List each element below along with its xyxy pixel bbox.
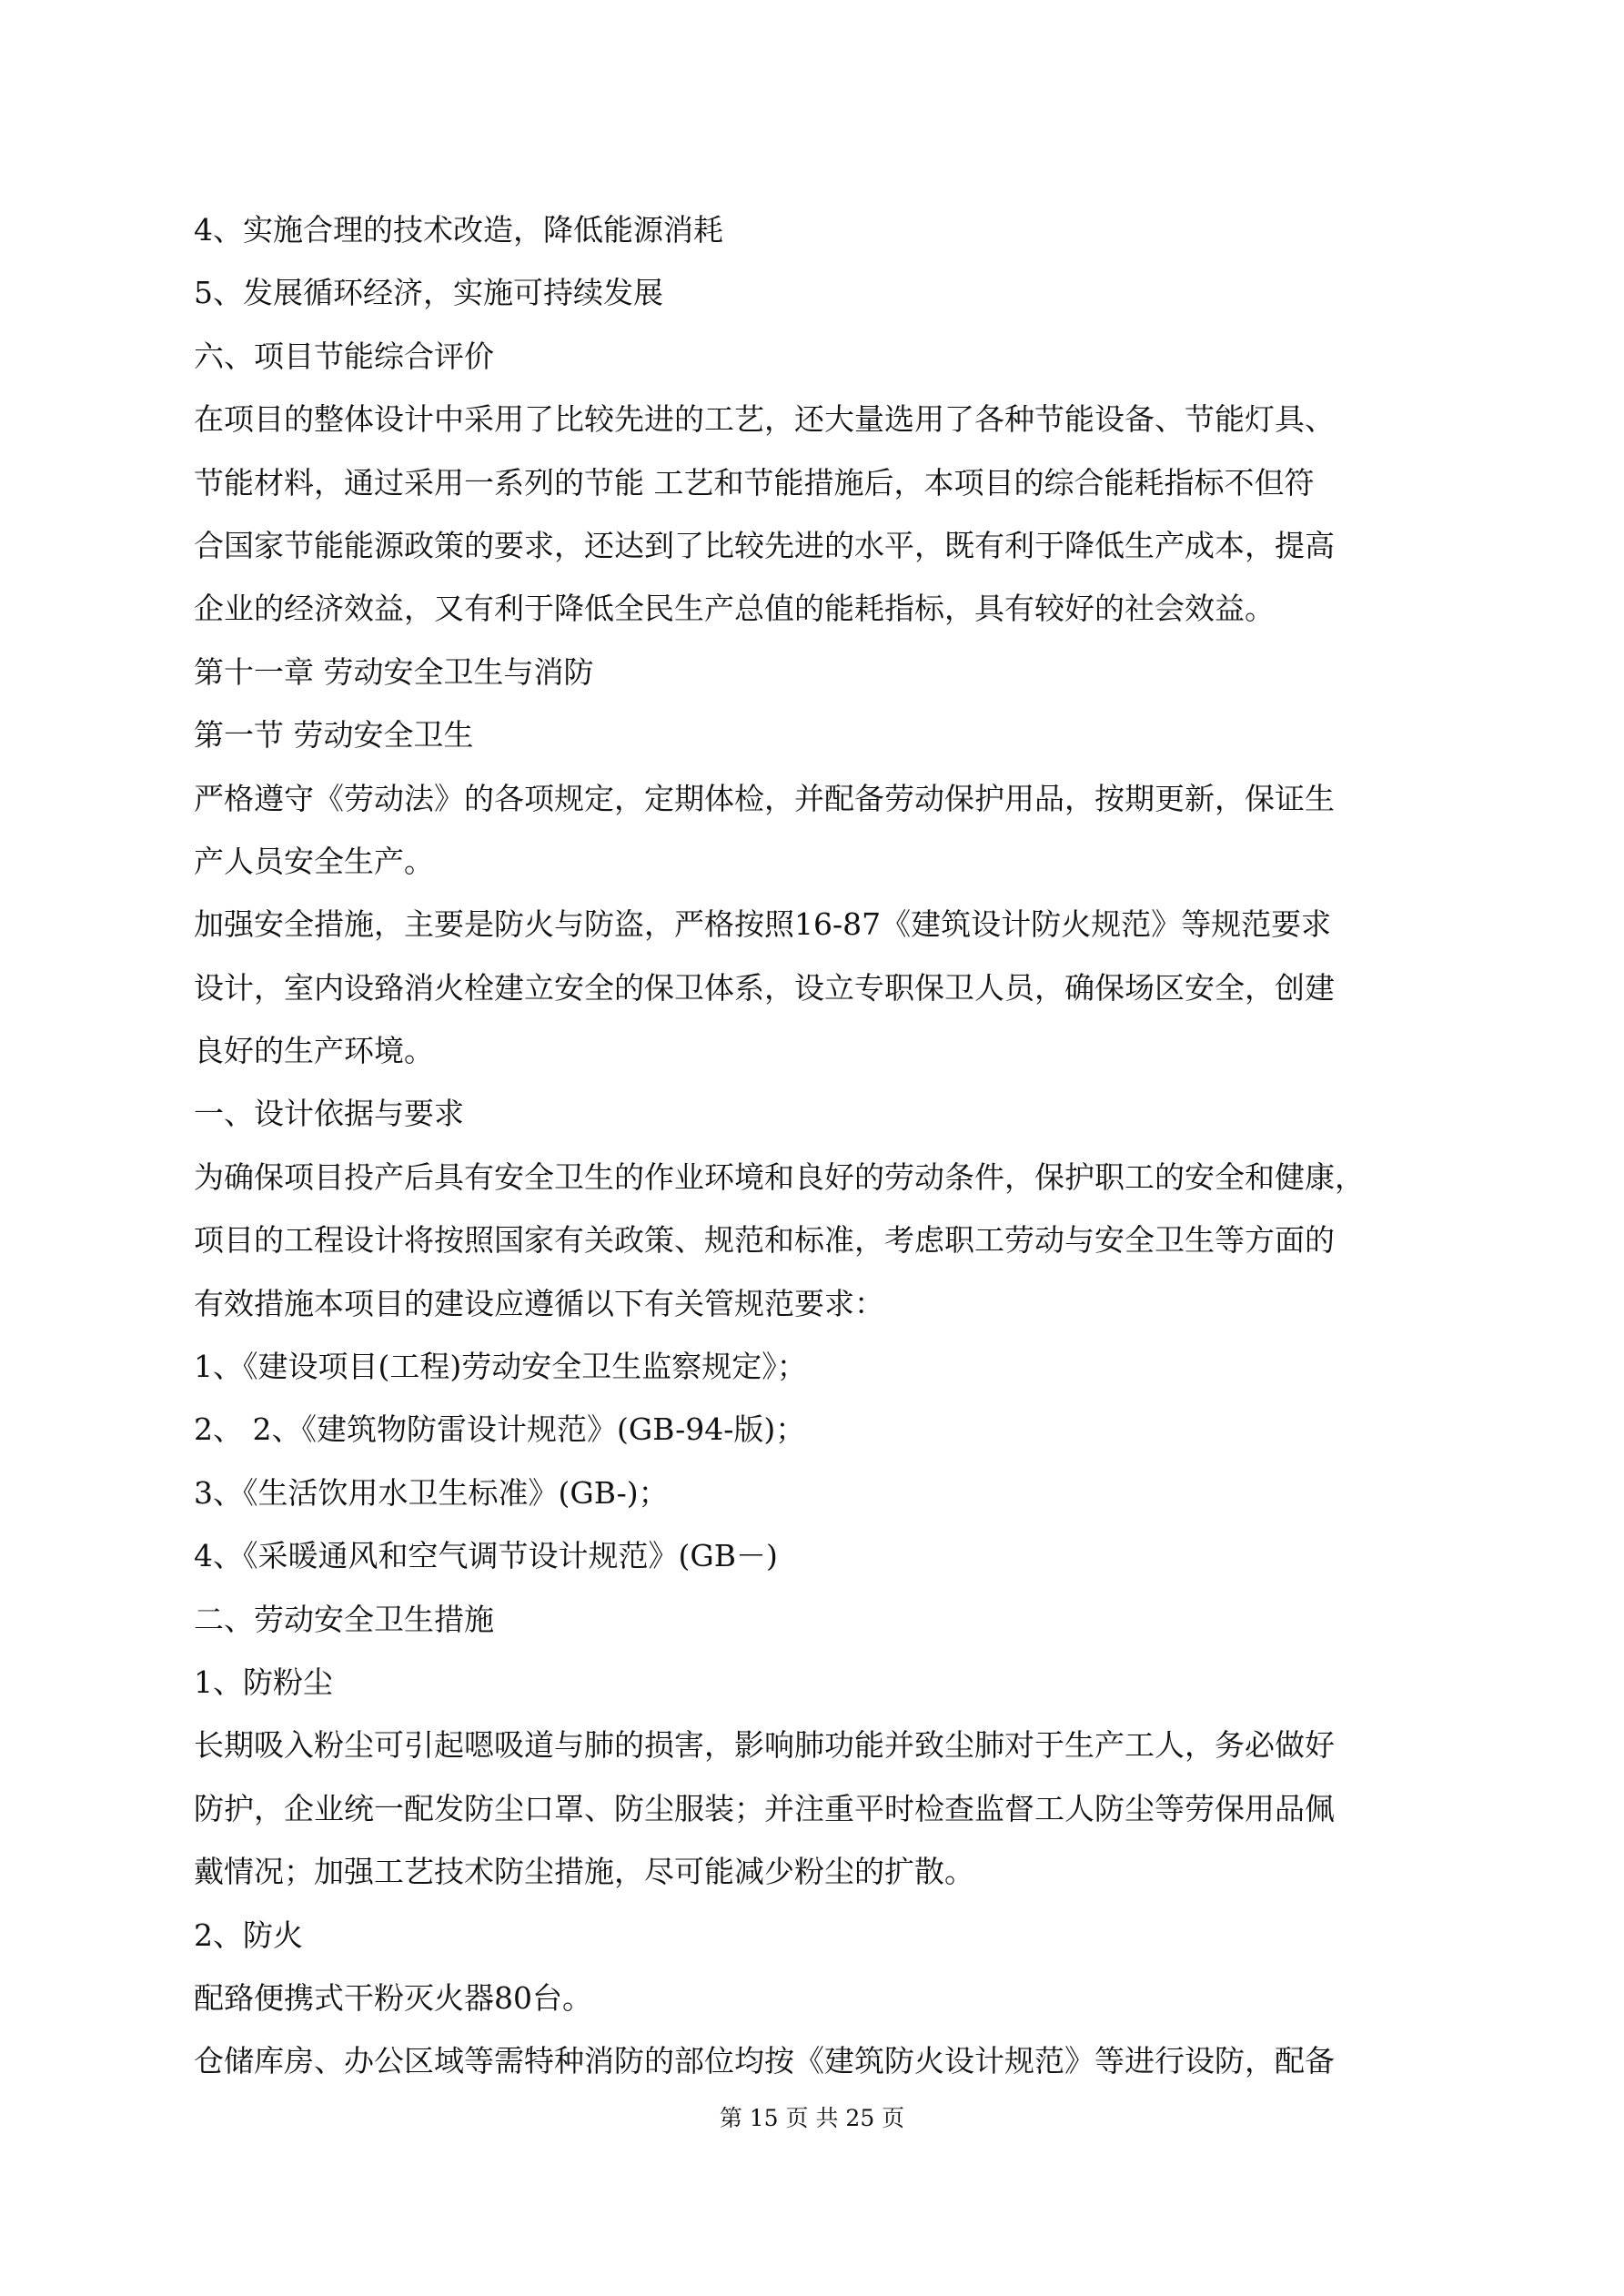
paragraph-line: 企业的经济效益，又有利于降低全民生产总值的能耗指标，具有较好的社会效益。 bbox=[194, 591, 1275, 627]
section-heading: 第一节 劳动安全卫生 bbox=[194, 717, 474, 754]
paragraph-line: 产人员安全生产。 bbox=[194, 843, 434, 879]
list-item: 2、 2、《建筑物防雷设计规范》(GB-94-版)； bbox=[194, 1411, 806, 1448]
subsection-heading: 2、防火 bbox=[194, 1917, 303, 1953]
paragraph-line: 节能材料，通过采用一系列的节能 工艺和节能措施后，本项目的综合能耗指标不但符 bbox=[194, 464, 1315, 501]
document-body bbox=[194, 198, 1442, 2093]
paragraph-line: 设计，室内设臵消火栓建立安全的保卫体系，设立专职保卫人员，确保场区安全，创建 bbox=[194, 969, 1335, 1006]
list-item: 1、《建设项目(工程)劳动安全卫生监察规定》； bbox=[194, 1349, 807, 1385]
paragraph-line: 防护，企业统一配发防尘口罩、防尘服装；并注重平时检查监督工人防尘等劳保用品佩 bbox=[194, 1790, 1335, 1826]
page-footer: 第 15 页 共 25 页 bbox=[719, 2105, 905, 2131]
paragraph-line: 长期吸入粉尘可引起嗯吸道与肺的损害，影响肺功能并致尘肺对于生产工人，务必做好 bbox=[194, 1727, 1335, 1764]
paragraph-line: 严格遵守《劳动法》的各项规定，定期体检，并配备劳动保护用品，按期更新，保证生 bbox=[194, 780, 1335, 816]
paragraph-line: 在项目的整体设计中采用了比较先进的工艺，还大量选用了各种节能设备、节能灯具、 bbox=[194, 401, 1335, 438]
list-item: 3、《生活饮用水卫生标准》(GB-)； bbox=[194, 1474, 669, 1511]
paragraph-line: 良好的生产环境。 bbox=[194, 1033, 434, 1069]
section-heading: 六、项目节能综合评价 bbox=[194, 338, 494, 374]
subsection-heading: 1、防粉尘 bbox=[194, 1664, 333, 1700]
paragraph-line: 有效措施本项目的建设应遵循以下有关管规范要求： bbox=[194, 1285, 884, 1321]
paragraph-line: 项目的工程设计将按照国家有关政策、规范和标准，考虑职工劳动与安全卫生等方面的 bbox=[194, 1222, 1335, 1259]
paragraph-line: 仓储库房、办公区域等需特种消防的部位均按《建筑防火设计规范》等进行设防，配备 bbox=[194, 2043, 1335, 2079]
section-heading: 二、劳动安全卫生措施 bbox=[194, 1601, 494, 1637]
chapter-heading: 第十一章 劳动安全卫生与消防 bbox=[194, 653, 594, 690]
list-item: 4、《采暖通风和空气调节设计规范》(GB－) bbox=[194, 1538, 778, 1574]
paragraph-line: 合国家节能能源政策的要求，还达到了比较先进的水平，既有利于降低生产成本，提高 bbox=[194, 527, 1335, 563]
paragraph-line: 为确保项目投产后具有安全卫生的作业环境和良好的劳动条件，保护职工的安全和健康， bbox=[194, 1158, 1365, 1195]
paragraph-line: 加强安全措施，主要是防火与防盗，严格按照16-87《建筑设计防火规范》等规范要求 bbox=[194, 906, 1332, 943]
paragraph-line: 戴情况；加强工艺技术防尘措施，尽可能减少粉尘的扩散。 bbox=[194, 1854, 974, 1890]
paragraph-line: 配臵便携式干粉灭火器80台。 bbox=[194, 1979, 592, 2016]
list-item: 4、实施合理的技术改造，降低能源消耗 bbox=[194, 212, 723, 248]
list-item: 5、发展循环经济，实施可持续发展 bbox=[194, 275, 663, 311]
section-heading: 一、设计依据与要求 bbox=[194, 1096, 464, 1132]
